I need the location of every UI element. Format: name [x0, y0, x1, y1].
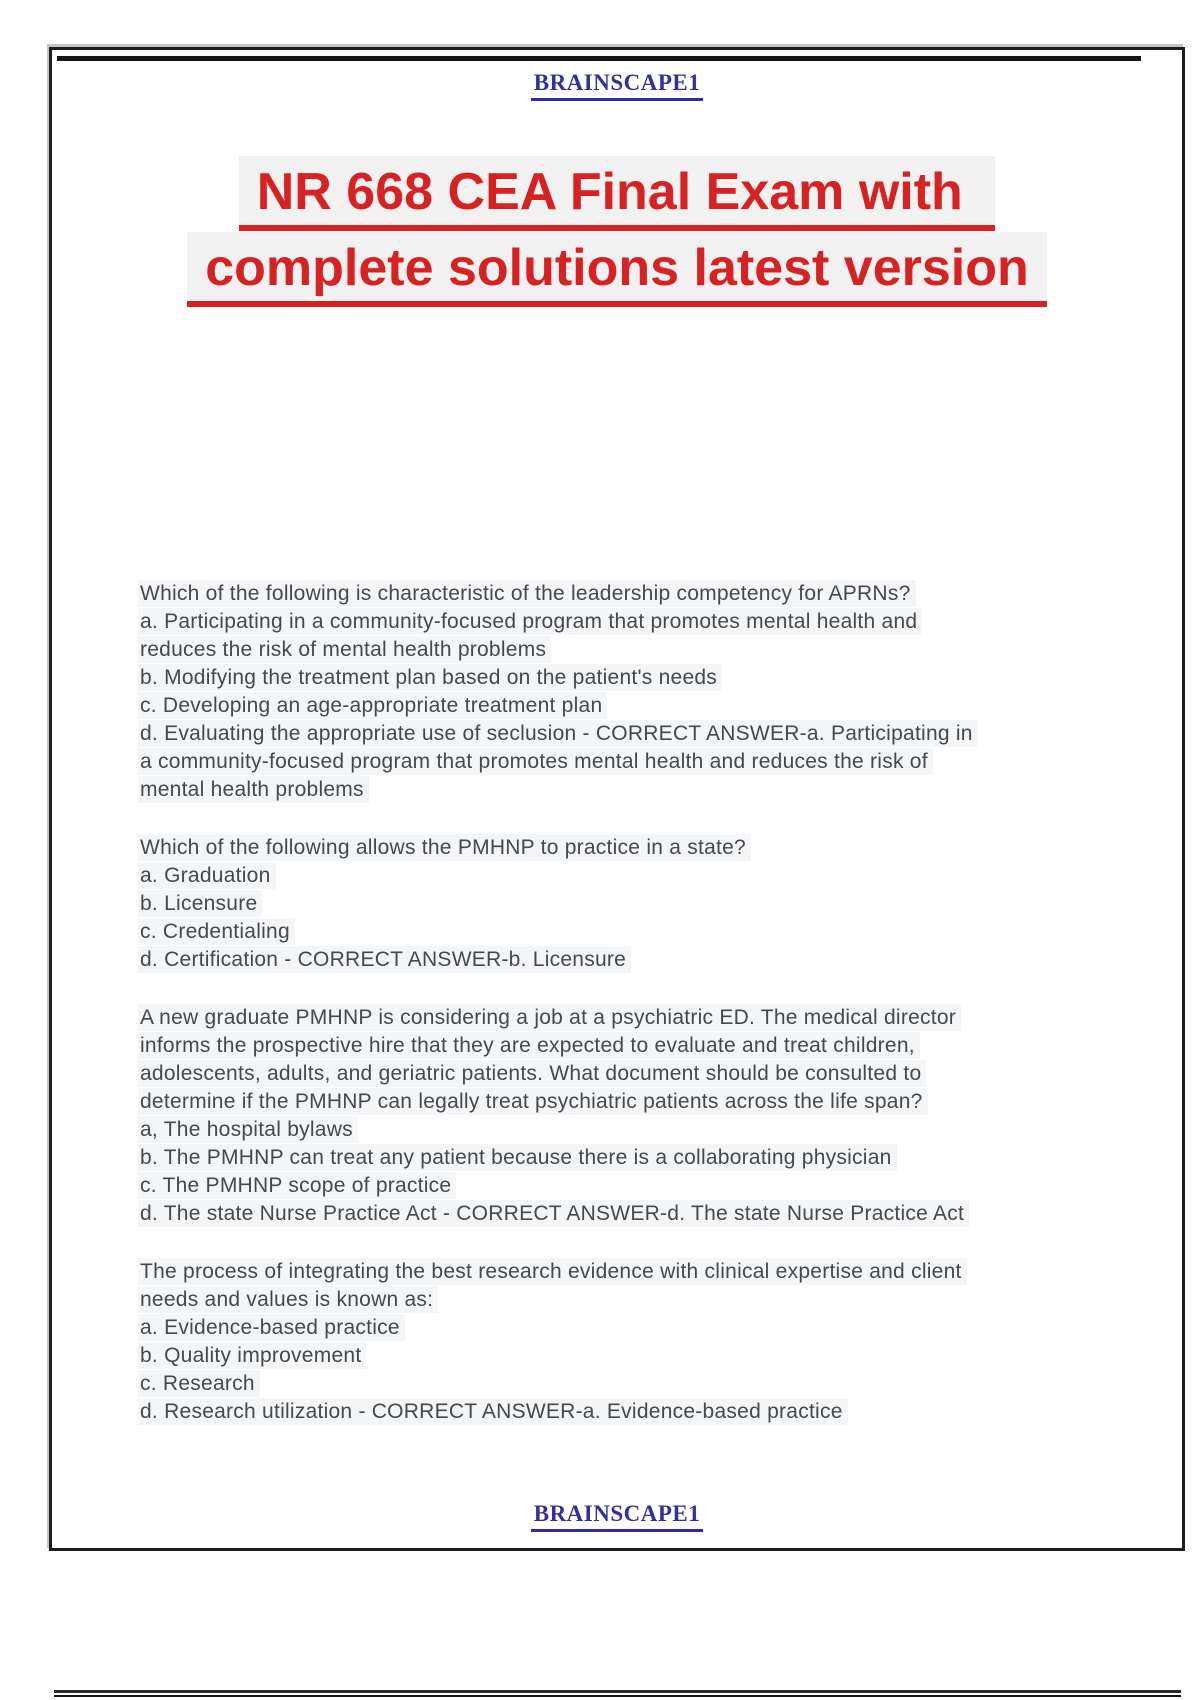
- question-line: [138, 1088, 1138, 1116]
- page-title-line-1: NR 668 CEA Final Exam with: [239, 156, 995, 231]
- question-line: [138, 1342, 1138, 1370]
- highlighted-text: determine if the PMHNP can legally treat psychiatric patients across the life span?: [138, 1088, 928, 1115]
- question-line: [138, 1060, 1138, 1088]
- highlighted-text: Which of the following is characteristic of the leadership competency for APRNs?: [138, 580, 916, 607]
- question-block: [138, 834, 1138, 974]
- highlighted-text: c. Credentialing: [138, 918, 295, 945]
- question-block: [138, 580, 1138, 804]
- highlighted-text: a. Graduation: [138, 862, 276, 889]
- question-line: [138, 748, 1138, 776]
- highlighted-text: adolescents, adults, and geriatric patients. What document should be consulted to: [138, 1060, 926, 1087]
- highlighted-text: needs and values is known as:: [138, 1286, 438, 1313]
- highlighted-text: b. The PMHNP can treat any patient because there is a collaborating physician: [138, 1144, 897, 1171]
- highlighted-text: d. The state Nurse Practice Act - CORRECT ANSWER-d. The state Nurse Practice Act: [138, 1200, 969, 1227]
- highlighted-text: d. Evaluating the appropriate use of seclusion - CORRECT ANSWER-a. Participating in: [138, 720, 978, 747]
- question-line: [138, 636, 1138, 664]
- question-line: [138, 946, 1138, 974]
- brainscape-link-top[interactable]: BRAINSCAPE1: [531, 70, 704, 101]
- question-line: [138, 608, 1138, 636]
- highlighted-text: mental health problems: [138, 776, 369, 803]
- question-line: [138, 1116, 1138, 1144]
- highlighted-text: c. The PMHNP scope of practice: [138, 1172, 456, 1199]
- highlighted-text: c. Research: [138, 1370, 260, 1397]
- highlighted-text: a, The hospital bylaws: [138, 1116, 358, 1143]
- highlighted-text: c. Developing an age-appropriate treatment plan: [138, 692, 607, 719]
- highlighted-text: informs the prospective hire that they are expected to evaluate and treat children,: [138, 1032, 920, 1059]
- question-line: [138, 890, 1138, 918]
- question-line: [138, 720, 1138, 748]
- highlighted-text: a. Evidence-based practice: [138, 1314, 405, 1341]
- brainscape-link-bottom[interactable]: BRAINSCAPE1: [531, 1501, 704, 1532]
- question-line: [138, 1398, 1138, 1426]
- question-line: [138, 862, 1138, 890]
- question-line: [138, 692, 1138, 720]
- question-line: [138, 1258, 1138, 1286]
- question-block: [138, 1004, 1138, 1228]
- page-title: [52, 156, 1182, 308]
- highlighted-text: a community-focused program that promotes mental health and reduces the risk of: [138, 748, 933, 775]
- bottom-page-divider: [54, 1690, 1181, 1697]
- top-rule: [57, 56, 1141, 61]
- highlighted-text: d. Research utilization - CORRECT ANSWER-a. Evidence-based practice: [138, 1398, 848, 1425]
- highlighted-text: A new graduate PMHNP is considering a job at a psychiatric ED. The medical director: [138, 1004, 961, 1031]
- highlighted-text: a. Participating in a community-focused program that promotes mental health and: [138, 608, 922, 635]
- header: [52, 70, 1182, 101]
- question-line: [138, 918, 1138, 946]
- question-line: [138, 1200, 1138, 1228]
- question-line: [138, 664, 1138, 692]
- question-line: [138, 1314, 1138, 1342]
- highlighted-text: b. Modifying the treatment plan based on the patient's needs: [138, 664, 722, 691]
- question-block: [138, 1258, 1138, 1426]
- question-line: [138, 834, 1138, 862]
- question-line: [138, 1032, 1138, 1060]
- question-line: [138, 1370, 1138, 1398]
- highlighted-text: b. Licensure: [138, 890, 262, 917]
- question-line: [138, 1286, 1138, 1314]
- question-line: [138, 776, 1138, 804]
- questions: [138, 580, 1138, 1456]
- highlighted-text: Which of the following allows the PMHNP to practice in a state?: [138, 834, 751, 861]
- question-line: [138, 1172, 1138, 1200]
- question-line: [138, 1004, 1138, 1032]
- highlighted-text: reduces the risk of mental health problems: [138, 636, 551, 663]
- question-line: [138, 580, 1138, 608]
- highlighted-text: b. Quality improvement: [138, 1342, 366, 1369]
- footer: [52, 1501, 1182, 1532]
- page-border: [49, 47, 1185, 1551]
- highlighted-text: The process of integrating the best research evidence with clinical expertise and client: [138, 1258, 967, 1285]
- page-title-line-2: complete solutions latest version: [187, 232, 1047, 307]
- question-line: [138, 1144, 1138, 1172]
- highlighted-text: d. Certification - CORRECT ANSWER-b. Licensure: [138, 946, 631, 973]
